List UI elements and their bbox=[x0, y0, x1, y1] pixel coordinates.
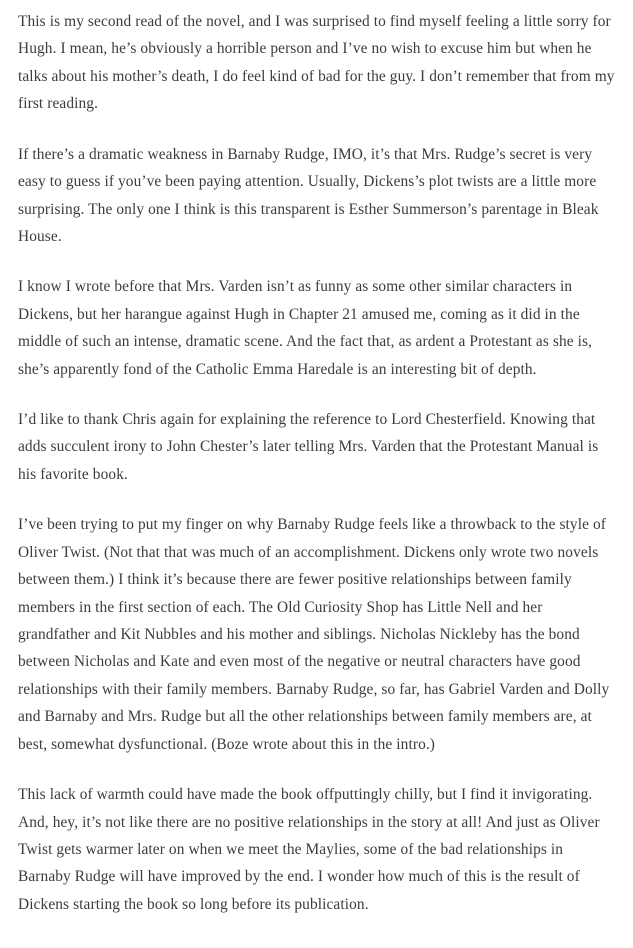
paragraph: This lack of warmth could have made the book offputtingly chilly, but I find it invigorating. And, hey, it’s not like there are no positive relationships in the story at all! And just as Oliver Twist gets warmer later on when we meet the Maylies, some of the bad relationships in Barnaby Rudge will have improved by the end. I wonder how much of this is the result of Dickens starting the book so long before its publication. bbox=[18, 786, 600, 913]
paragraph: I know I wrote before that Mrs. Varden isn’t as funny as some other similar characters in Dickens, but her harangue against Hugh in Chapter 21 amused me, coming as it did in the middle of such an intense, dramatic scene. And the fact that, as ardent a Protestant as she is, she’s apparently fond of the Catholic Emma Haredale is an interesting bit of depth. bbox=[18, 278, 593, 378]
paragraph: If there’s a dramatic weakness in Barnaby Rudge, IMO, it’s that Mrs. Rudge’s secret is very easy to guess if you’ve been paying attention. Usually, Dickens’s plot twists are a little more surprising. The only one I think is this transparent is Esther Summerson’s parentage in Bleak House. bbox=[18, 145, 599, 245]
paragraph: This is my second read of the novel, and I was surprised to find myself feeling a little sorry for Hugh. I mean, he’s obviously a horrible person and I’ve no wish to excuse him but when he talks about his mother’s death, I do feel kind of bad for the guy. I don’t remember that from my first reading. bbox=[18, 13, 615, 113]
paragraph: I’ve been trying to put my finger on why Barnaby Rudge feels like a throwback to the style of Oliver Twist. (Not that that was much of an accomplishment. Dickens only wrote two novels between them.) I think it’s because there are fewer positive relationships between family members in the first section of each. The Old Curiosity Shop has Little Nell and her grandfather and Kit Nubbles and his mother and siblings. Nicholas Nickleby has the bond between Nicholas and Kate and even most of the negative or neutral characters have good relationships with their family members. Barnaby Rudge, so far, has Gabriel Varden and Dolly and Barnaby and Mrs. Rudge but all the other relationships between family members are, at best, somewhat dysfunctional. (Boze wrote about this in the intro.) bbox=[18, 516, 610, 753]
paragraph: I’d like to thank Chris again for explaining the reference to Lord Chesterfield. Knowing that adds succulent irony to John Chester’s later telling Mrs. Varden that the Protestant Manual is his favorite book. bbox=[18, 411, 599, 483]
